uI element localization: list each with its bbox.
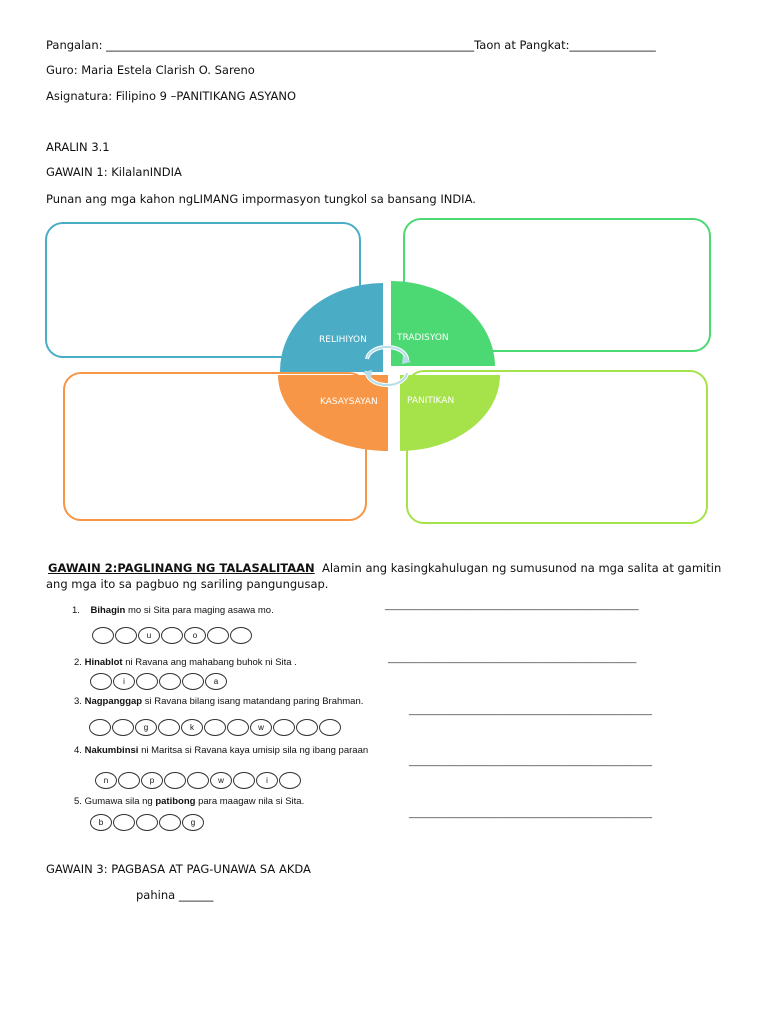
- item-sentence: para maagaw nila si Sita.: [195, 796, 305, 807]
- answer-line-2[interactable]: _______________________________________________: [388, 653, 637, 664]
- guro-line: Guro: Maria Estela Clarish O. Sareno: [46, 63, 255, 77]
- letter-circle[interactable]: [204, 719, 226, 736]
- letter-circle[interactable]: [164, 772, 186, 789]
- quadrant-label-tradisyon: TRADISYON: [397, 333, 449, 343]
- letter-circle[interactable]: [90, 673, 112, 690]
- answer-line-4[interactable]: ______________________________________________: [409, 756, 653, 767]
- pangalan-line: Pangalan: ________________________________________________________________Taon at Pangkat:_______________: [46, 38, 656, 52]
- item-sentence: si Ravana bilang isang matandang paring Brahman.: [142, 696, 364, 707]
- letter-circles-1: [92, 627, 253, 644]
- gawain2-instruction-1: Alamin ang kasingkahulugan ng sumusunod na mga salita at gamitin: [322, 561, 722, 575]
- letter-circle[interactable]: [296, 719, 318, 736]
- letter-circle[interactable]: u: [138, 627, 160, 644]
- answer-line-3[interactable]: ______________________________________________: [409, 705, 653, 716]
- letter-circles-3: [89, 719, 342, 736]
- letter-circle[interactable]: [227, 719, 249, 736]
- letter-circles-5: [90, 814, 205, 831]
- vocab-word: Hinablot: [84, 657, 123, 668]
- letter-circle[interactable]: [118, 772, 140, 789]
- quadrant-label-relihiyon: RELIHIYON: [319, 335, 367, 345]
- cycle-diagram: [270, 275, 505, 460]
- quadrant-kasaysayan: [278, 375, 388, 451]
- item-sentence-pre: Gumawa sila ng: [84, 796, 156, 807]
- item-sentence: ni Ravana ang mahabang buhok ni Sita .: [122, 657, 297, 668]
- letter-circles-4: [95, 772, 302, 789]
- vocab-word: Nakumbinsi: [84, 745, 139, 756]
- letter-circle[interactable]: a: [205, 673, 227, 690]
- letter-circle[interactable]: [89, 719, 111, 736]
- letter-circle[interactable]: n: [95, 772, 117, 789]
- gawain2-instruction-2: ang mga ito sa pagbuo ng sariling pangungusap.: [46, 577, 329, 591]
- letter-circle[interactable]: [273, 719, 295, 736]
- quadrant-label-kasaysayan: KASAYSAYAN: [320, 397, 378, 407]
- letter-circle[interactable]: o: [184, 627, 206, 644]
- gawain1-instruction: Punan ang mga kahon ngLIMANG impormasyon tungkol sa bansang INDIA.: [46, 192, 476, 206]
- answer-line-1[interactable]: ________________________________________________: [385, 600, 639, 611]
- letter-circle[interactable]: g: [182, 814, 204, 831]
- letter-circle[interactable]: [136, 814, 158, 831]
- item-number: 4.: [74, 745, 82, 756]
- answer-line-5[interactable]: ______________________________________________: [409, 808, 653, 819]
- vocab-item-2: [74, 657, 297, 668]
- letter-circle[interactable]: [207, 627, 229, 644]
- letter-circle[interactable]: [158, 719, 180, 736]
- vocab-item-1: [72, 605, 274, 616]
- vocab-word: Nagpanggap: [84, 696, 143, 707]
- vocab-word: patibong: [155, 796, 196, 807]
- letter-circle[interactable]: [92, 627, 114, 644]
- letter-circle[interactable]: [279, 772, 301, 789]
- gawain1-title: GAWAIN 1: KilalanINDIA: [46, 165, 182, 179]
- letter-circle[interactable]: [230, 627, 252, 644]
- letter-circle[interactable]: [112, 719, 134, 736]
- vocab-item-4: [74, 745, 368, 756]
- item-number: 5.: [74, 796, 82, 807]
- vocab-item-5: [74, 796, 304, 807]
- letter-circle[interactable]: g: [135, 719, 157, 736]
- pahina-line[interactable]: pahina ______: [136, 888, 214, 902]
- letter-circle[interactable]: [159, 814, 181, 831]
- vocab-word: Bihagin: [90, 605, 126, 616]
- gawain2-title: GAWAIN 2:PAGLINANG NG TALASALITAAN: [48, 561, 315, 575]
- item-number: 2.: [74, 657, 82, 668]
- letter-circle[interactable]: [113, 814, 135, 831]
- item-sentence: mo si Sita para maging asawa mo.: [125, 605, 274, 616]
- letter-circle[interactable]: w: [210, 772, 232, 789]
- vocab-item-3: [74, 696, 363, 707]
- item-sentence: ni Maritsa si Ravana kaya umisip sila ng ibang paraan: [138, 745, 369, 756]
- letter-circle[interactable]: p: [141, 772, 163, 789]
- letter-circle[interactable]: w: [250, 719, 272, 736]
- letter-circle[interactable]: i: [256, 772, 278, 789]
- quadrant-panitikan: [400, 375, 500, 451]
- letter-circle[interactable]: [115, 627, 137, 644]
- letter-circle[interactable]: [182, 673, 204, 690]
- aralin-title: ARALIN 3.1: [46, 140, 110, 154]
- item-number: 3.: [74, 696, 82, 707]
- asignatura-line: Asignatura: Filipino 9 –PANITIKANG ASYANO: [46, 89, 297, 103]
- letter-circle[interactable]: b: [90, 814, 112, 831]
- letter-circle[interactable]: [136, 673, 158, 690]
- letter-circle[interactable]: [159, 673, 181, 690]
- letter-circle[interactable]: [319, 719, 341, 736]
- item-number: 1.: [72, 605, 80, 616]
- gawain3-title: GAWAIN 3: PAGBASA AT PAG-UNAWA SA AKDA: [46, 862, 311, 876]
- letter-circle[interactable]: [187, 772, 209, 789]
- quadrant-label-panitikan: PANITIKAN: [407, 396, 455, 406]
- letter-circles-2: [90, 673, 228, 690]
- letter-circle[interactable]: [161, 627, 183, 644]
- letter-circle[interactable]: i: [113, 673, 135, 690]
- letter-circle[interactable]: [233, 772, 255, 789]
- letter-circle[interactable]: k: [181, 719, 203, 736]
